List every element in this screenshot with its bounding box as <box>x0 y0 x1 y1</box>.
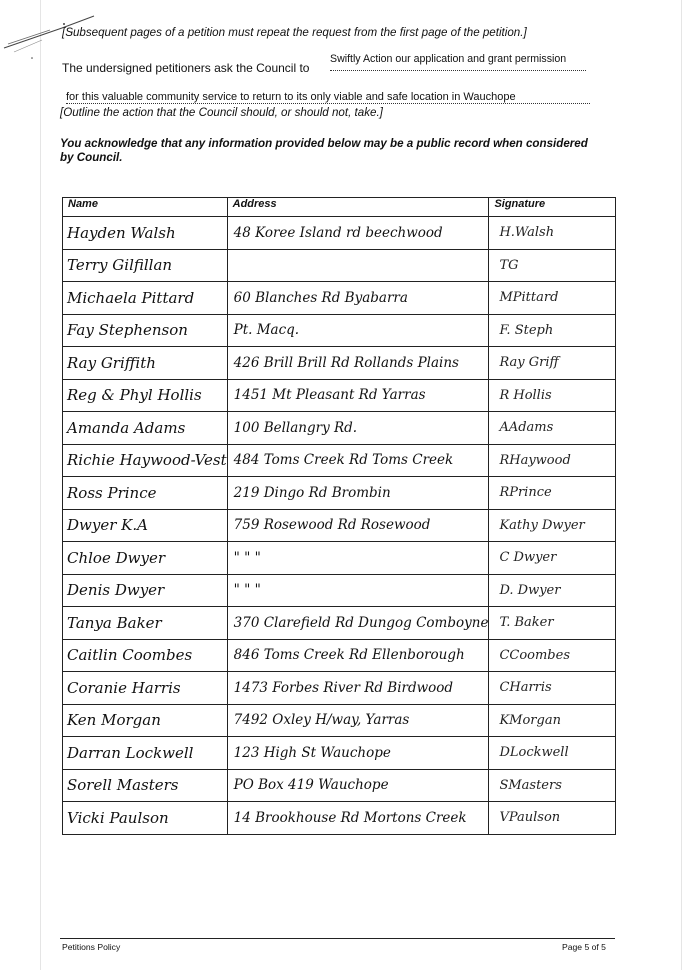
signature-text: Ray Griff <box>499 355 559 371</box>
signature-cell <box>489 347 616 380</box>
name-cell <box>63 802 228 835</box>
address-cell <box>227 542 489 575</box>
table-row <box>63 379 616 412</box>
name-text: Dwyer K.A <box>67 516 148 535</box>
signature-cell <box>489 574 616 607</box>
address-cell <box>227 509 489 542</box>
signature-text: TG <box>499 257 519 273</box>
address-cell <box>227 769 489 802</box>
name-cell <box>63 477 228 510</box>
signature-text: SMasters <box>499 777 562 793</box>
table-row <box>63 607 616 640</box>
address-text: " " " <box>233 582 261 599</box>
name-cell <box>63 412 228 445</box>
name-cell <box>63 672 228 705</box>
address-cell <box>227 639 489 672</box>
table-row <box>63 412 616 445</box>
name-text: Chloe Dwyer <box>67 548 165 567</box>
address-text: 1473 Forbes River Rd Birdwood <box>233 679 454 696</box>
signature-cell <box>489 314 616 347</box>
request-text-1: Swiftly Action our application and grant permission <box>330 53 567 65</box>
footer-page-number: Page 5 of 5 <box>562 942 606 952</box>
name-cell <box>63 314 228 347</box>
address-text: 60 Blanches Rd Byabarra <box>233 289 408 306</box>
table-row <box>63 217 616 250</box>
address-cell <box>227 217 489 250</box>
signature-cell <box>489 639 616 672</box>
signature-cell <box>489 509 616 542</box>
table-row <box>63 314 616 347</box>
address-text: PO Box 419 Wauchope <box>233 777 389 794</box>
table-row <box>63 672 616 705</box>
address-cell <box>227 249 489 282</box>
address-cell <box>227 347 489 380</box>
address-text: " " " <box>233 549 261 566</box>
signature-text: AAdams <box>499 420 554 436</box>
name-text: Tanya Baker <box>67 613 162 632</box>
signature-text: MPittard <box>499 290 559 306</box>
name-text: Ken Morgan <box>67 711 161 730</box>
address-cell <box>227 412 489 445</box>
footer-divider <box>60 938 615 939</box>
address-cell <box>227 607 489 640</box>
name-cell <box>63 542 228 575</box>
signature-cell <box>489 542 616 575</box>
signature-text: KMorgan <box>499 712 561 728</box>
request-text-2: for this valuable community service to return to its only viable and safe location in Wauchope <box>66 91 516 103</box>
address-cell <box>227 802 489 835</box>
table-row <box>63 542 616 575</box>
subsequent-pages-note: [Subsequent pages of a petition must repeat the request from the first page of the petition.] <box>62 26 527 39</box>
signature-text: VPaulson <box>499 810 561 826</box>
signature-cell <box>489 379 616 412</box>
table-row <box>63 737 616 770</box>
address-text: 370 Clarefield Rd Dungog Comboyne <box>233 614 489 631</box>
header-address: Address <box>227 198 489 217</box>
table-row <box>63 509 616 542</box>
address-text: 1451 Mt Pleasant Rd Yarras <box>233 387 426 404</box>
name-cell <box>63 347 228 380</box>
signature-text: DLockwell <box>499 745 569 761</box>
signature-text: H.Walsh <box>499 225 555 241</box>
table-row <box>63 477 616 510</box>
address-text: 100 Bellangry Rd. <box>233 419 358 436</box>
name-cell <box>63 607 228 640</box>
name-text: Coranie Harris <box>67 678 181 697</box>
signature-text: Kathy Dwyer <box>499 517 585 533</box>
signature-text: D. Dwyer <box>499 582 561 598</box>
signature-text: CHarris <box>499 680 552 696</box>
address-text: 123 High St Wauchope <box>233 744 391 761</box>
name-text: Caitlin Coombes <box>67 646 193 665</box>
request-lead: The undersigned petitioners ask the Council to <box>62 61 310 75</box>
name-text: Denis Dwyer <box>67 581 165 600</box>
address-cell <box>227 672 489 705</box>
table-row <box>63 802 616 835</box>
address-cell <box>227 314 489 347</box>
name-cell <box>63 217 228 250</box>
address-cell <box>227 379 489 412</box>
name-text: Vicki Paulson <box>67 808 169 827</box>
address-text: 426 Brill Brill Rd Rollands Plains <box>233 354 459 371</box>
signature-text: CCoombes <box>499 647 570 663</box>
address-text: 484 Toms Creek Rd Toms Creek <box>233 452 454 469</box>
dotted-line <box>330 70 586 71</box>
footer-policy-title: Petitions Policy <box>62 942 121 952</box>
signature-cell <box>489 704 616 737</box>
address-text: 7492 Oxley H/way, Yarras <box>233 712 410 729</box>
table-header-row <box>63 198 616 217</box>
signature-text: F. Steph <box>499 322 554 338</box>
signature-cell <box>489 737 616 770</box>
signature-cell <box>489 607 616 640</box>
signature-cell <box>489 802 616 835</box>
header-name: Name <box>63 198 228 217</box>
name-cell <box>63 379 228 412</box>
table-row <box>63 704 616 737</box>
address-text: 219 Dingo Rd Brombin <box>233 484 391 501</box>
name-cell <box>63 704 228 737</box>
address-cell <box>227 737 489 770</box>
name-cell <box>63 249 228 282</box>
table-row <box>63 444 616 477</box>
signature-cell <box>489 282 616 315</box>
signature-text: RPrince <box>499 485 552 501</box>
address-text: 14 Brookhouse Rd Mortons Creek <box>233 809 467 826</box>
address-cell <box>227 477 489 510</box>
table-row <box>63 574 616 607</box>
address-cell <box>227 704 489 737</box>
outline-action-note: [Outline the action that the Council should, or should not, take.] <box>60 106 383 119</box>
name-text: Ross Prince <box>67 483 157 502</box>
table-row <box>63 639 616 672</box>
signature-text: R Hollis <box>499 387 552 403</box>
name-text: Sorell Masters <box>67 776 179 795</box>
name-cell <box>63 769 228 802</box>
table-row <box>63 249 616 282</box>
signature-cell <box>489 412 616 445</box>
name-text: Reg & Phyl Hollis <box>67 386 202 405</box>
address-cell <box>227 444 489 477</box>
name-cell <box>63 639 228 672</box>
name-cell <box>63 444 228 477</box>
signature-cell <box>489 249 616 282</box>
signature-cell <box>489 444 616 477</box>
signature-cell <box>489 769 616 802</box>
name-cell <box>63 282 228 315</box>
address-text: 846 Toms Creek Rd Ellenborough <box>233 647 465 664</box>
address-text: 759 Rosewood Rd Rosewood <box>233 517 431 534</box>
signature-cell <box>489 477 616 510</box>
name-cell <box>63 509 228 542</box>
petition-table <box>62 197 616 835</box>
signature-text: RHaywood <box>499 452 571 468</box>
name-text: Richie Haywood-Vest <box>67 451 227 470</box>
table-row <box>63 282 616 315</box>
name-text: Terry Gilfillan <box>67 256 173 275</box>
signature-cell <box>489 217 616 250</box>
table-row <box>63 769 616 802</box>
table-row <box>63 347 616 380</box>
name-text: Ray Griffith <box>67 353 156 372</box>
address-text: Pt. Macq. <box>233 322 300 339</box>
address-text: 48 Koree Island rd beechwood <box>233 224 443 241</box>
name-text: Amanda Adams <box>67 418 186 437</box>
dotted-line <box>66 103 590 104</box>
signature-text: T. Baker <box>499 615 554 631</box>
address-cell <box>227 282 489 315</box>
public-record-acknowledgement: You acknowledge that any information provided below may be a public record when considered by Council. <box>60 137 588 164</box>
signature-text: C Dwyer <box>499 550 557 566</box>
name-cell <box>63 737 228 770</box>
name-text: Fay Stephenson <box>67 321 188 340</box>
address-cell <box>227 574 489 607</box>
header-signature: Signature <box>489 198 616 217</box>
name-text: Darran Lockwell <box>67 743 194 762</box>
name-text: Hayden Walsh <box>67 223 176 242</box>
name-text: Michaela Pittard <box>67 288 195 307</box>
signature-cell <box>489 672 616 705</box>
name-cell <box>63 574 228 607</box>
